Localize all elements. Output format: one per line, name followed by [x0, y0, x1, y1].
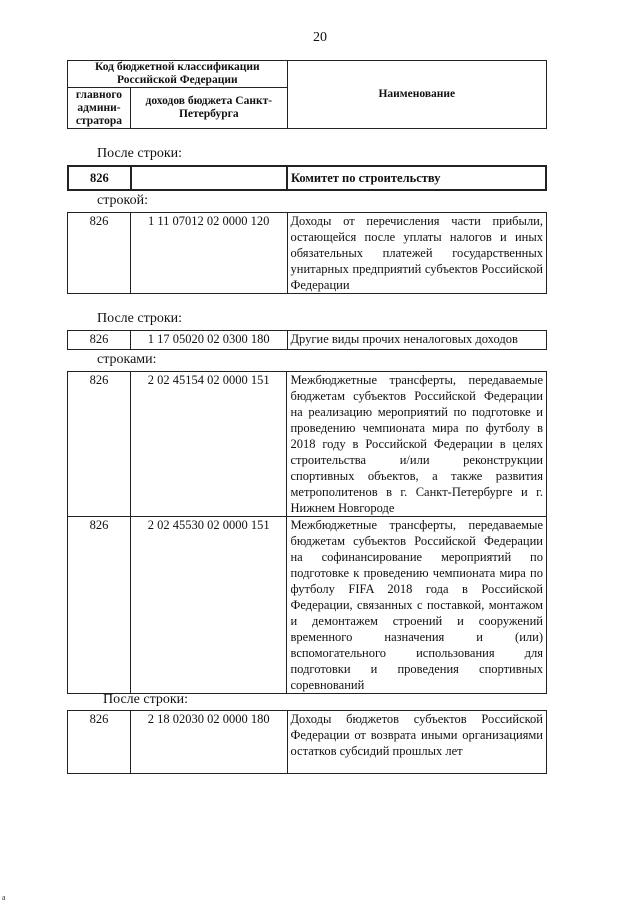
name-cell: Комитет по строительству: [287, 166, 546, 190]
table-row: [68, 372, 547, 517]
code-group-header: Код бюджетной классификации Российской Федерации: [68, 61, 288, 88]
section-table: [67, 710, 547, 774]
name-column-header: Наименование: [287, 61, 546, 129]
section-caption: После строки:: [97, 146, 183, 161]
section-caption: После строки:: [103, 692, 189, 707]
income-code-cell: [131, 166, 287, 190]
admin-code-cell: 826: [68, 166, 131, 190]
income-code-cell: 2 02 45530 02 0000 151: [130, 517, 287, 694]
page-number: 20: [313, 30, 327, 45]
admin-code-cell: 826: [68, 517, 131, 694]
income-code-cell: 1 11 07012 02 0000 120: [130, 213, 287, 294]
income-code-cell: 2 02 45154 02 0000 151: [130, 372, 287, 517]
income-code-cell: 2 18 02030 02 0000 180: [130, 711, 287, 774]
name-cell: Межбюджетные трансферты, передаваемые бюджетам субъектов Российской Федерации на софинансирование мероприятий по подготовке к проведению чемпионата мира по футболу FIFA 2018 года в Российской Федерации, связанных с поставкой, монтажом и демонтажем строений и сооружений временного назначения и (или) вспомогательного использования для подготовки и проведения спортивных соревнований: [287, 517, 547, 694]
section-table: [67, 330, 547, 350]
admin-code-cell: 826: [68, 372, 131, 517]
table-row: [68, 166, 546, 190]
table-row: [68, 711, 547, 774]
section-table: [67, 212, 547, 294]
income-code-cell: 1 17 05020 02 0300 180: [130, 331, 287, 350]
section-table: [67, 165, 547, 191]
name-cell: Межбюджетные трансферты, передаваемые бюджетам субъектов Российской Федерации на реализацию мероприятий по подготовке и проведению чемпионата мира по футболу в 2018 году в Российской Федерации в целях строительства и/или реконструкции спортивных объектов, а также развития метрополитенов в г. Санкт-Петербурге и г. Нижнем Новгороде: [287, 372, 547, 517]
admin-code-cell: 826: [68, 331, 131, 350]
admin-code-cell: 826: [68, 213, 131, 294]
name-cell: Доходы от перечисления части прибыли, остающейся после уплаты налогов и иных обязательных платежей государственных унитарных предприятий субъектов Российской Федерации: [287, 213, 547, 294]
header-table: [67, 60, 547, 129]
corner-mark: a: [2, 893, 6, 902]
table-row: [68, 331, 547, 350]
table-row: [68, 517, 547, 694]
section-caption: После строки:: [97, 311, 183, 326]
admin-column-header: главного админи- стратора: [68, 88, 131, 129]
section-table: [67, 371, 547, 694]
income-column-header: доходов бюджета Санкт-Петербурга: [130, 88, 287, 129]
table-row: [68, 213, 547, 294]
section-caption: строками:: [97, 352, 157, 367]
name-cell: Другие виды прочих неналоговых доходов: [287, 331, 546, 350]
section-caption: строкой:: [97, 193, 148, 208]
admin-code-cell: 826: [68, 711, 131, 774]
name-cell: Доходы бюджетов субъектов Российской Федерации от возврата иными организациями остатков субсидий прошлых лет: [287, 711, 547, 774]
